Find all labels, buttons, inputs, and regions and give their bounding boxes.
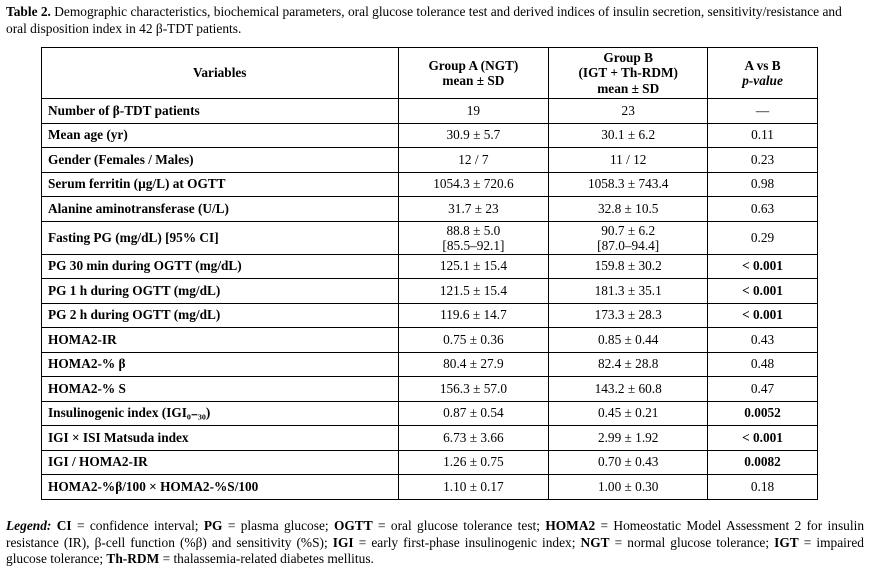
row-group-b-value: 0.70 ± 0.43 xyxy=(549,450,708,475)
row-group-b-value: 1058.3 ± 743.4 xyxy=(549,172,708,197)
legend-term: IGT xyxy=(774,534,799,550)
table-row xyxy=(42,279,818,304)
row-p-value: 0.43 xyxy=(708,328,818,353)
legend-definition: = thalassemia-related diabetes mellitus. xyxy=(159,551,374,567)
header-group-b-line1: Group B xyxy=(603,49,654,65)
row-group-b-value: 173.3 ± 28.3 xyxy=(549,303,708,328)
row-p-value: 0.48 xyxy=(708,352,818,377)
row-p-value: < 0.001 xyxy=(708,303,818,328)
legend-definition: = normal glucose tolerance; xyxy=(609,534,775,550)
row-p-value: 0.98 xyxy=(708,172,818,197)
row-group-a-value: 125.1 ± 15.4 xyxy=(398,254,549,279)
caption-text: Demographic characteristics, biochemical parameters, oral glucose tolerance test and derived indices of insulin secretion, sensitivity/resistance and oral disposition index in 42 β-TDT patients. xyxy=(6,4,842,36)
row-group-a-value: 19 xyxy=(398,99,549,124)
row-p-value: < 0.001 xyxy=(708,279,818,304)
header-p-line2 xyxy=(714,73,811,89)
legend-definition: = plasma glucose; xyxy=(222,518,334,533)
table-row xyxy=(42,197,818,222)
table-body xyxy=(42,99,818,500)
row-variable-name: Mean age (yr) xyxy=(42,123,399,148)
legend-term: Th-RDM xyxy=(106,551,160,567)
row-group-a-value: 1054.3 ± 720.6 xyxy=(398,172,549,197)
legend-term: HOMA2 xyxy=(545,518,596,533)
row-p-value: 0.63 xyxy=(708,197,818,222)
row-group-a-value: 119.6 ± 14.7 xyxy=(398,303,549,328)
table-row xyxy=(42,172,818,197)
header-group-b-line2: (IGT + Th-RDM) xyxy=(578,65,678,81)
header-p-italic: p-value xyxy=(742,73,783,88)
legend-definition: = early first-phase insulinogenic index; xyxy=(353,534,581,550)
table-header-row xyxy=(42,48,818,99)
row-p-value: 0.29 xyxy=(708,221,818,254)
header-group-b-line3: mean ± SD xyxy=(597,80,660,96)
row-group-a-value: 121.5 ± 15.4 xyxy=(398,279,549,304)
row-variable-name: Gender (Females / Males) xyxy=(42,148,399,173)
row-variable-name: Serum ferritin (µg/L) at OGTT xyxy=(42,172,399,197)
row-variable-name: Number of β-TDT patients xyxy=(42,99,399,124)
row-p-value: 0.47 xyxy=(708,377,818,402)
row-variable-name: HOMA2-IR xyxy=(42,328,399,353)
table-row xyxy=(42,475,818,500)
header-group-b xyxy=(549,48,708,99)
legend-definition: = Homeostatic Model Assessment 2 for insulin resistance (IR), β-cell function (%β) and sensitivity (%S); xyxy=(6,518,865,550)
row-group-a-value: 31.7 ± 23 xyxy=(398,197,549,222)
row-group-b-value: 30.1 ± 6.2 xyxy=(549,123,708,148)
table-row xyxy=(42,426,818,451)
row-p-value: — xyxy=(708,99,818,124)
header-p-value xyxy=(708,48,818,99)
legend-definition: = impaired glucose tolerance; xyxy=(6,534,864,567)
row-group-a-value: 0.75 ± 0.36 xyxy=(398,328,549,353)
row-group-b-value: 0.45 ± 0.21 xyxy=(549,401,708,426)
table-legend xyxy=(6,518,864,568)
row-group-a-value: 0.87 ± 0.54 xyxy=(398,401,549,426)
header-group-a-line1: Group A (NGT) xyxy=(428,57,519,73)
table-row xyxy=(42,303,818,328)
row-group-a-value: 1.10 ± 0.17 xyxy=(398,475,549,500)
table-row xyxy=(42,221,818,254)
row-variable-name: PG 2 h during OGTT (mg/dL) xyxy=(42,303,399,328)
legend-definition: = confidence interval; xyxy=(71,518,204,533)
row-group-a-value: 12 / 7 xyxy=(398,148,549,173)
row-p-value: < 0.001 xyxy=(708,254,818,279)
table-caption xyxy=(6,4,864,37)
row-group-a-value xyxy=(398,221,549,254)
table-row xyxy=(42,377,818,402)
row-group-b-ci: [87.0–94.4] xyxy=(597,237,660,253)
row-variable-name: PG 1 h during OGTT (mg/dL) xyxy=(42,279,399,304)
caption-label: Table 2. xyxy=(6,4,51,19)
row-p-value: < 0.001 xyxy=(708,426,818,451)
row-variable-name: IGI × ISI Matsuda index xyxy=(42,426,399,451)
row-p-value: 0.11 xyxy=(708,123,818,148)
header-group-a xyxy=(398,48,549,99)
row-p-value: 0.0052 xyxy=(708,401,818,426)
row-group-a-mean: 88.8 ± 5.0 xyxy=(446,222,501,238)
row-p-value: 0.18 xyxy=(708,475,818,500)
row-variable-name: IGI / HOMA2-IR xyxy=(42,450,399,475)
row-p-value: 0.23 xyxy=(708,148,818,173)
legend-term: OGTT xyxy=(333,518,373,533)
row-group-a-value: 80.4 ± 27.9 xyxy=(398,352,549,377)
row-group-b-value: 1.00 ± 0.30 xyxy=(549,475,708,500)
row-group-a-value: 6.73 ± 3.66 xyxy=(398,426,549,451)
row-group-b-value: 159.8 ± 30.2 xyxy=(549,254,708,279)
row-p-value: 0.0082 xyxy=(708,450,818,475)
table-row xyxy=(42,123,818,148)
demographics-table xyxy=(41,47,818,500)
legend-term: PG xyxy=(203,518,223,533)
row-group-b-value: 143.2 ± 60.8 xyxy=(549,377,708,402)
table-row xyxy=(42,99,818,124)
row-variable-name: HOMA2-% S xyxy=(42,377,399,402)
legend-term: NGT xyxy=(580,534,610,550)
table-row xyxy=(42,352,818,377)
legend-definition: = oral glucose tolerance test; xyxy=(372,518,546,533)
row-variable-name: HOMA2-% β xyxy=(42,352,399,377)
legend-term: Legend: xyxy=(6,518,52,533)
row-variable-name: PG 30 min during OGTT (mg/dL) xyxy=(42,254,399,279)
row-group-b-value: 32.8 ± 10.5 xyxy=(549,197,708,222)
header-variables: Variables xyxy=(42,48,399,99)
legend-term: IGI xyxy=(332,534,354,550)
row-group-b-value: 0.85 ± 0.44 xyxy=(549,328,708,353)
row-group-a-value: 30.9 ± 5.7 xyxy=(398,123,549,148)
row-group-b-value: 181.3 ± 35.1 xyxy=(549,279,708,304)
row-group-b-mean: 90.7 ± 6.2 xyxy=(601,222,656,238)
row-group-b-value: 2.99 ± 1.92 xyxy=(549,426,708,451)
row-group-a-value: 156.3 ± 57.0 xyxy=(398,377,549,402)
table-row xyxy=(42,148,818,173)
table-row xyxy=(42,401,818,426)
row-variable-name: Fasting PG (mg/dL) [95% CI] xyxy=(42,221,399,254)
table-row xyxy=(42,450,818,475)
header-group-a-line2: mean ± SD xyxy=(442,73,505,88)
row-group-a-ci: [85.5–92.1] xyxy=(442,237,505,253)
row-group-a-value: 1.26 ± 0.75 xyxy=(398,450,549,475)
legend-term: CI xyxy=(51,518,72,533)
row-group-b-value xyxy=(549,221,708,254)
row-variable-name: HOMA2-%β/100 × HOMA2-%S/100 xyxy=(42,475,399,500)
table-row xyxy=(42,254,818,279)
row-group-b-value: 11 / 12 xyxy=(549,148,708,173)
header-p-line1: A vs B xyxy=(744,57,781,73)
row-variable-name: Insulinogenic index (IGI₀₋₃₀) xyxy=(42,401,399,426)
row-group-b-value: 82.4 ± 28.8 xyxy=(549,352,708,377)
row-group-b-value: 23 xyxy=(549,99,708,124)
row-variable-name: Alanine aminotransferase (U/L) xyxy=(42,197,399,222)
table-row xyxy=(42,328,818,353)
